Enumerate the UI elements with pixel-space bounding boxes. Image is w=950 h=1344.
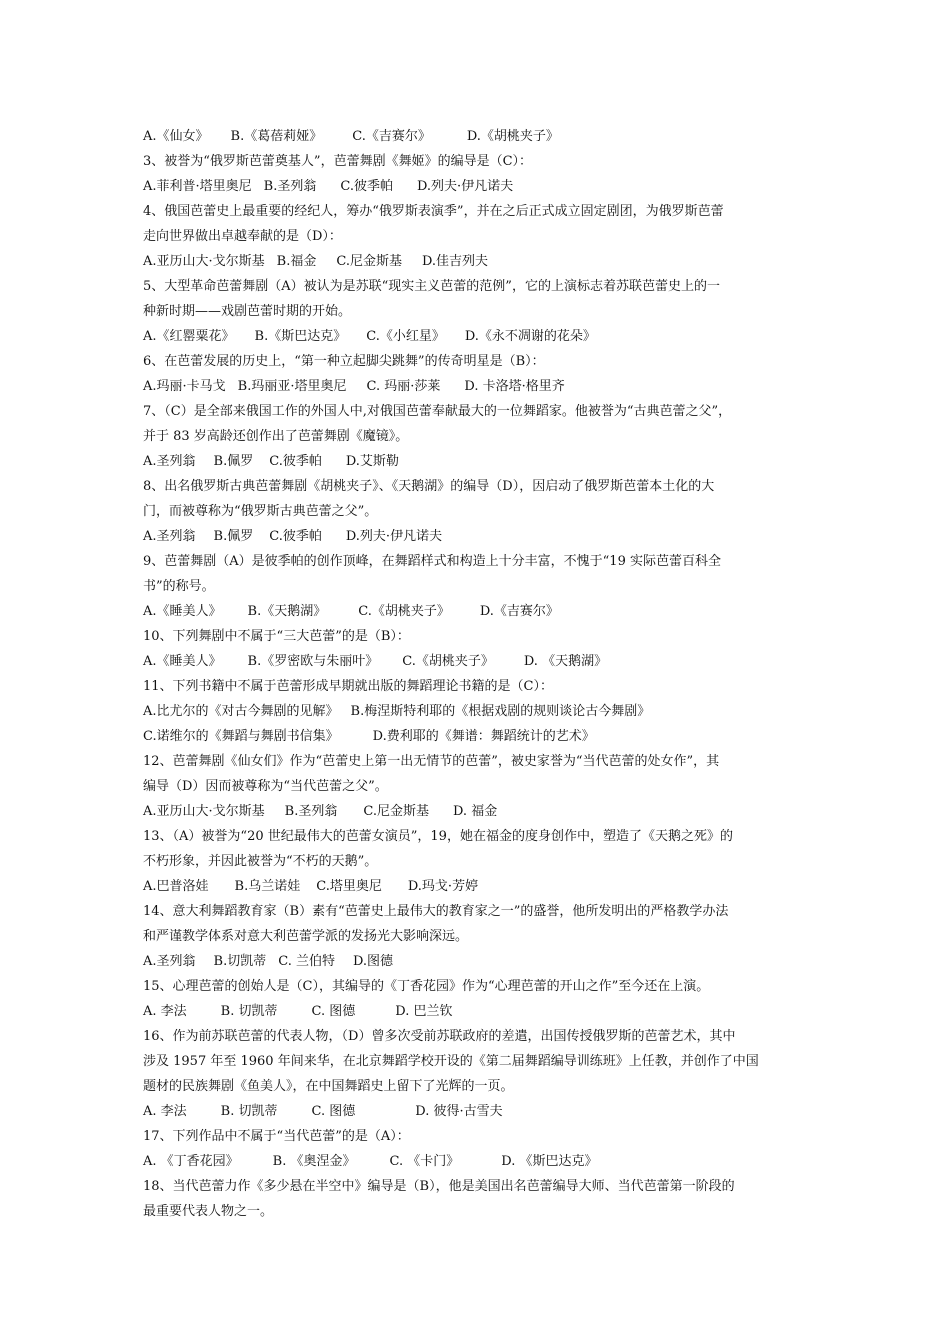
answer-option: B.圣列翁	[263, 179, 317, 194]
question-line: 门，而被尊称为“俄罗斯古典芭蕾之父”。	[143, 504, 378, 519]
answer-option: B.玛丽亚·塔里奥尼	[237, 379, 347, 394]
answer-option: C.尼金斯基	[363, 804, 429, 819]
answer-option: C.《胡桃夹子》	[358, 604, 450, 619]
answer-option: B.乌兰诺娃	[234, 879, 301, 894]
answer-option: B.福金	[276, 254, 317, 269]
question-line: 不朽形象，并因此被誉为“不朽的天鹅”。	[143, 854, 378, 869]
answer-option: A.亚历山大·戈尔斯基	[143, 804, 265, 819]
answer-option: D. 《天鹅湖》	[523, 654, 608, 669]
question-line: 和严谨教学体系对意大利芭蕾学派的发扬光大影响深远。	[143, 929, 469, 944]
options-line	[143, 1099, 823, 1124]
answer-option: B.佩罗	[213, 529, 254, 544]
options-line	[143, 949, 823, 974]
answer-option: D. 彼得·古雪夫	[415, 1104, 503, 1119]
question-line: 16、作为前苏联芭蕾的代表人物，（D）曾多次受前苏联政府的差遣，出国传授俄罗斯的芭蕾艺术，其中	[143, 1029, 736, 1044]
options-line	[143, 249, 823, 274]
answer-option: D. 福金	[452, 804, 498, 819]
question-line: 8、出名俄罗斯古典芭蕾舞剧《胡桃夹子》、《天鹅湖》的编导（D），因启动了俄罗斯芭蕾本土化的大	[143, 479, 715, 494]
answer-option: A.《睡美人》	[143, 654, 222, 669]
answer-option: C.诺维尔的《舞蹈与舞剧书信集》	[143, 729, 339, 744]
question-line: 14、意大利舞蹈教育家（B）素有“芭蕾史上最伟大的教育家之一”的盛誉，他所发明出的严格教学办法	[143, 904, 729, 919]
question-line: 10、下列舞剧中不属于“三大芭蕾”的是（B）：	[143, 629, 410, 644]
answer-option: B.《天鹅湖》	[247, 604, 327, 619]
answer-option: A.比尤尔的《对古今舞剧的见解》	[143, 704, 339, 719]
answer-option: A.巴普洛娃	[143, 879, 209, 894]
answer-option: A.圣列翁	[143, 454, 196, 469]
question-line: 7、（C）是全部来俄国工作的外国人中,对俄国芭蕾奉献最大的一位舞蹈家。他被誉为“古典芭蕾之父”，	[143, 404, 732, 419]
options-line	[143, 599, 823, 624]
answer-option: C.彼季帕	[269, 529, 322, 544]
question-line: 6、在芭蕾发展的历史上，“第一种立起脚尖跳舞”的传奇明星是（B）：	[143, 354, 545, 369]
question-line: 17、下列作品中不属于“当代芭蕾”的是（A）：	[143, 1129, 410, 1144]
answer-option: C.《小红星》	[366, 329, 445, 344]
question-line: 4、俄国芭蕾史上最重要的经纪人，筹办“俄罗斯表演季”，并在之后正式成立固定剧团，为俄罗斯芭蕾	[143, 204, 724, 219]
answer-option: A.菲利普·塔里奥尼	[143, 179, 252, 194]
answer-option: D. 巴兰钦	[395, 1004, 453, 1019]
question-line: 并于 83 岁高龄还创作出了芭蕾舞剧《魔镜》。	[143, 429, 409, 444]
question-line: 走向世界做出卓越奉献的是（D）：	[143, 229, 342, 244]
question-line: 18、当代芭蕾力作《多少悬在半空中》编导是（B），他是美国出名芭蕾编导大师、当代芭蕾第一阶段的	[143, 1179, 735, 1194]
answer-option: C.《胡桃夹子》	[402, 654, 494, 669]
question-line: 编导（D）因而被尊称为“当代芭蕾之父”。	[143, 779, 388, 794]
answer-option: A.玛丽·卡马戈	[143, 379, 226, 394]
question-line: 书”的称号。	[143, 579, 215, 594]
answer-option: C.塔里奥尼	[316, 879, 382, 894]
answer-option: C.彼季帕	[340, 179, 393, 194]
answer-option: C. 《卡门》	[389, 1154, 460, 1169]
answer-option: B.切凯蒂	[213, 954, 267, 969]
options-line	[143, 449, 823, 474]
answer-option: A.《睡美人》	[143, 604, 222, 619]
answer-option: C. 图德	[311, 1104, 356, 1119]
answer-option: B.佩罗	[213, 454, 254, 469]
options-line	[143, 999, 823, 1024]
options-line	[143, 699, 823, 724]
question-line: 3、被誉为“俄罗斯芭蕾奠基人”，芭蕾舞剧《舞姬》的编导是（C）：	[143, 154, 533, 169]
document-page	[143, 124, 823, 1224]
answer-option: B.《葛蓓莉娅》	[230, 129, 323, 144]
answer-option: D.《胡桃夹子》	[466, 129, 559, 144]
question-line: 9、芭蕾舞剧（A）是彼季帕的创作顶峰，在舞蹈样式和构造上十分丰富，不愧于“19 实际芭蕾百科全	[143, 554, 721, 569]
question-line: 最重要代表人物之一。	[143, 1204, 274, 1219]
answer-option: B.《罗密欧与朱丽叶》	[247, 654, 379, 669]
answer-option: D.列夫·伊凡诺夫	[345, 529, 443, 544]
options-line	[143, 374, 823, 399]
question-line: 题材的民族舞剧《鱼美人》，在中国舞蹈史上留下了光辉的一页。	[143, 1079, 514, 1094]
question-line: 12、芭蕾舞剧《仙女们》作为“芭蕾史上第一出无情节的芭蕾”，被史家誉为“当代芭蕾的处女作”，其	[143, 754, 720, 769]
answer-option: C. 玛丽·莎莱	[366, 379, 441, 394]
question-line: 种新时期——戏剧芭蕾时期的开始。	[143, 304, 352, 319]
answer-option: B. 《奥涅金》	[272, 1154, 356, 1169]
options-line	[143, 324, 823, 349]
answer-option: A.《仙女》	[143, 129, 209, 144]
answer-option: A.圣列翁	[143, 954, 196, 969]
answer-option: A. 《丁香花园》	[143, 1154, 239, 1169]
options-line	[143, 1149, 823, 1174]
answer-option: D.艾斯勒	[345, 454, 399, 469]
question-line: 15、心理芭蕾的创始人是（C），其编导的《丁香花园》作为“心理芭蕾的开山之作”至今还在上演。	[143, 979, 710, 994]
answer-option: C.《吉赛尔》	[352, 129, 431, 144]
answer-option: A. 李法	[143, 1004, 187, 1019]
answer-option: C.尼金斯基	[336, 254, 402, 269]
answer-option: D.费利耶的《舞谱：舞蹈统计的艺术》	[372, 729, 595, 744]
answer-option: C.彼季帕	[269, 454, 322, 469]
answer-option: B. 切凯蒂	[220, 1004, 278, 1019]
answer-option: A. 李法	[143, 1104, 187, 1119]
question-line: 涉及 1957 年至 1960 年间来华，在北京舞蹈学校开设的《第二届舞蹈编导训练班》上任教，并创作了中国	[143, 1054, 759, 1069]
answer-option: D.玛戈·芳婷	[407, 879, 479, 894]
answer-option: D. 卡洛塔·格里齐	[464, 379, 565, 394]
options-line	[143, 524, 823, 549]
answer-option: D.《吉赛尔》	[479, 604, 559, 619]
options-line	[143, 724, 823, 749]
options-line	[143, 799, 823, 824]
options-line	[143, 874, 823, 899]
answer-option: B.《斯巴达克》	[254, 329, 347, 344]
answer-option: C. 图德	[311, 1004, 356, 1019]
answer-option: A.《红罂粟花》	[143, 329, 235, 344]
question-line: 5、大型革命芭蕾舞剧（A）被认为是苏联“现实主义芭蕾的范例”，它的上演标志着苏联芭蕾史上的一	[143, 279, 720, 294]
question-line: 13、（A）被誉为“20 世纪最伟大的芭蕾女演员”，19，她在福金的度身创作中，塑造了《天鹅之死》的	[143, 829, 733, 844]
answer-option: D.佳吉列夫	[421, 254, 489, 269]
answer-option: D.图德	[352, 954, 394, 969]
answer-option: D.《永不凋谢的花朵》	[464, 329, 596, 344]
answer-option: C. 兰伯特	[278, 954, 335, 969]
answer-option: A.圣列翁	[143, 529, 196, 544]
answer-option: D. 《斯巴达克》	[501, 1154, 598, 1169]
answer-option: A.亚历山大·戈尔斯基	[143, 254, 265, 269]
options-line	[143, 124, 823, 149]
answer-option: B.梅涅斯特利耶的《根据戏剧的规则谈论古今舞剧》	[350, 704, 651, 719]
answer-option: B.圣列翁	[284, 804, 338, 819]
question-line: 11、下列书籍中不属于芭蕾形成早期就出版的舞蹈理论书籍的是（C）：	[143, 679, 553, 694]
answer-option: D.列夫·伊凡诺夫	[416, 179, 514, 194]
answer-option: B. 切凯蒂	[220, 1104, 278, 1119]
options-line	[143, 174, 823, 199]
options-line	[143, 649, 823, 674]
